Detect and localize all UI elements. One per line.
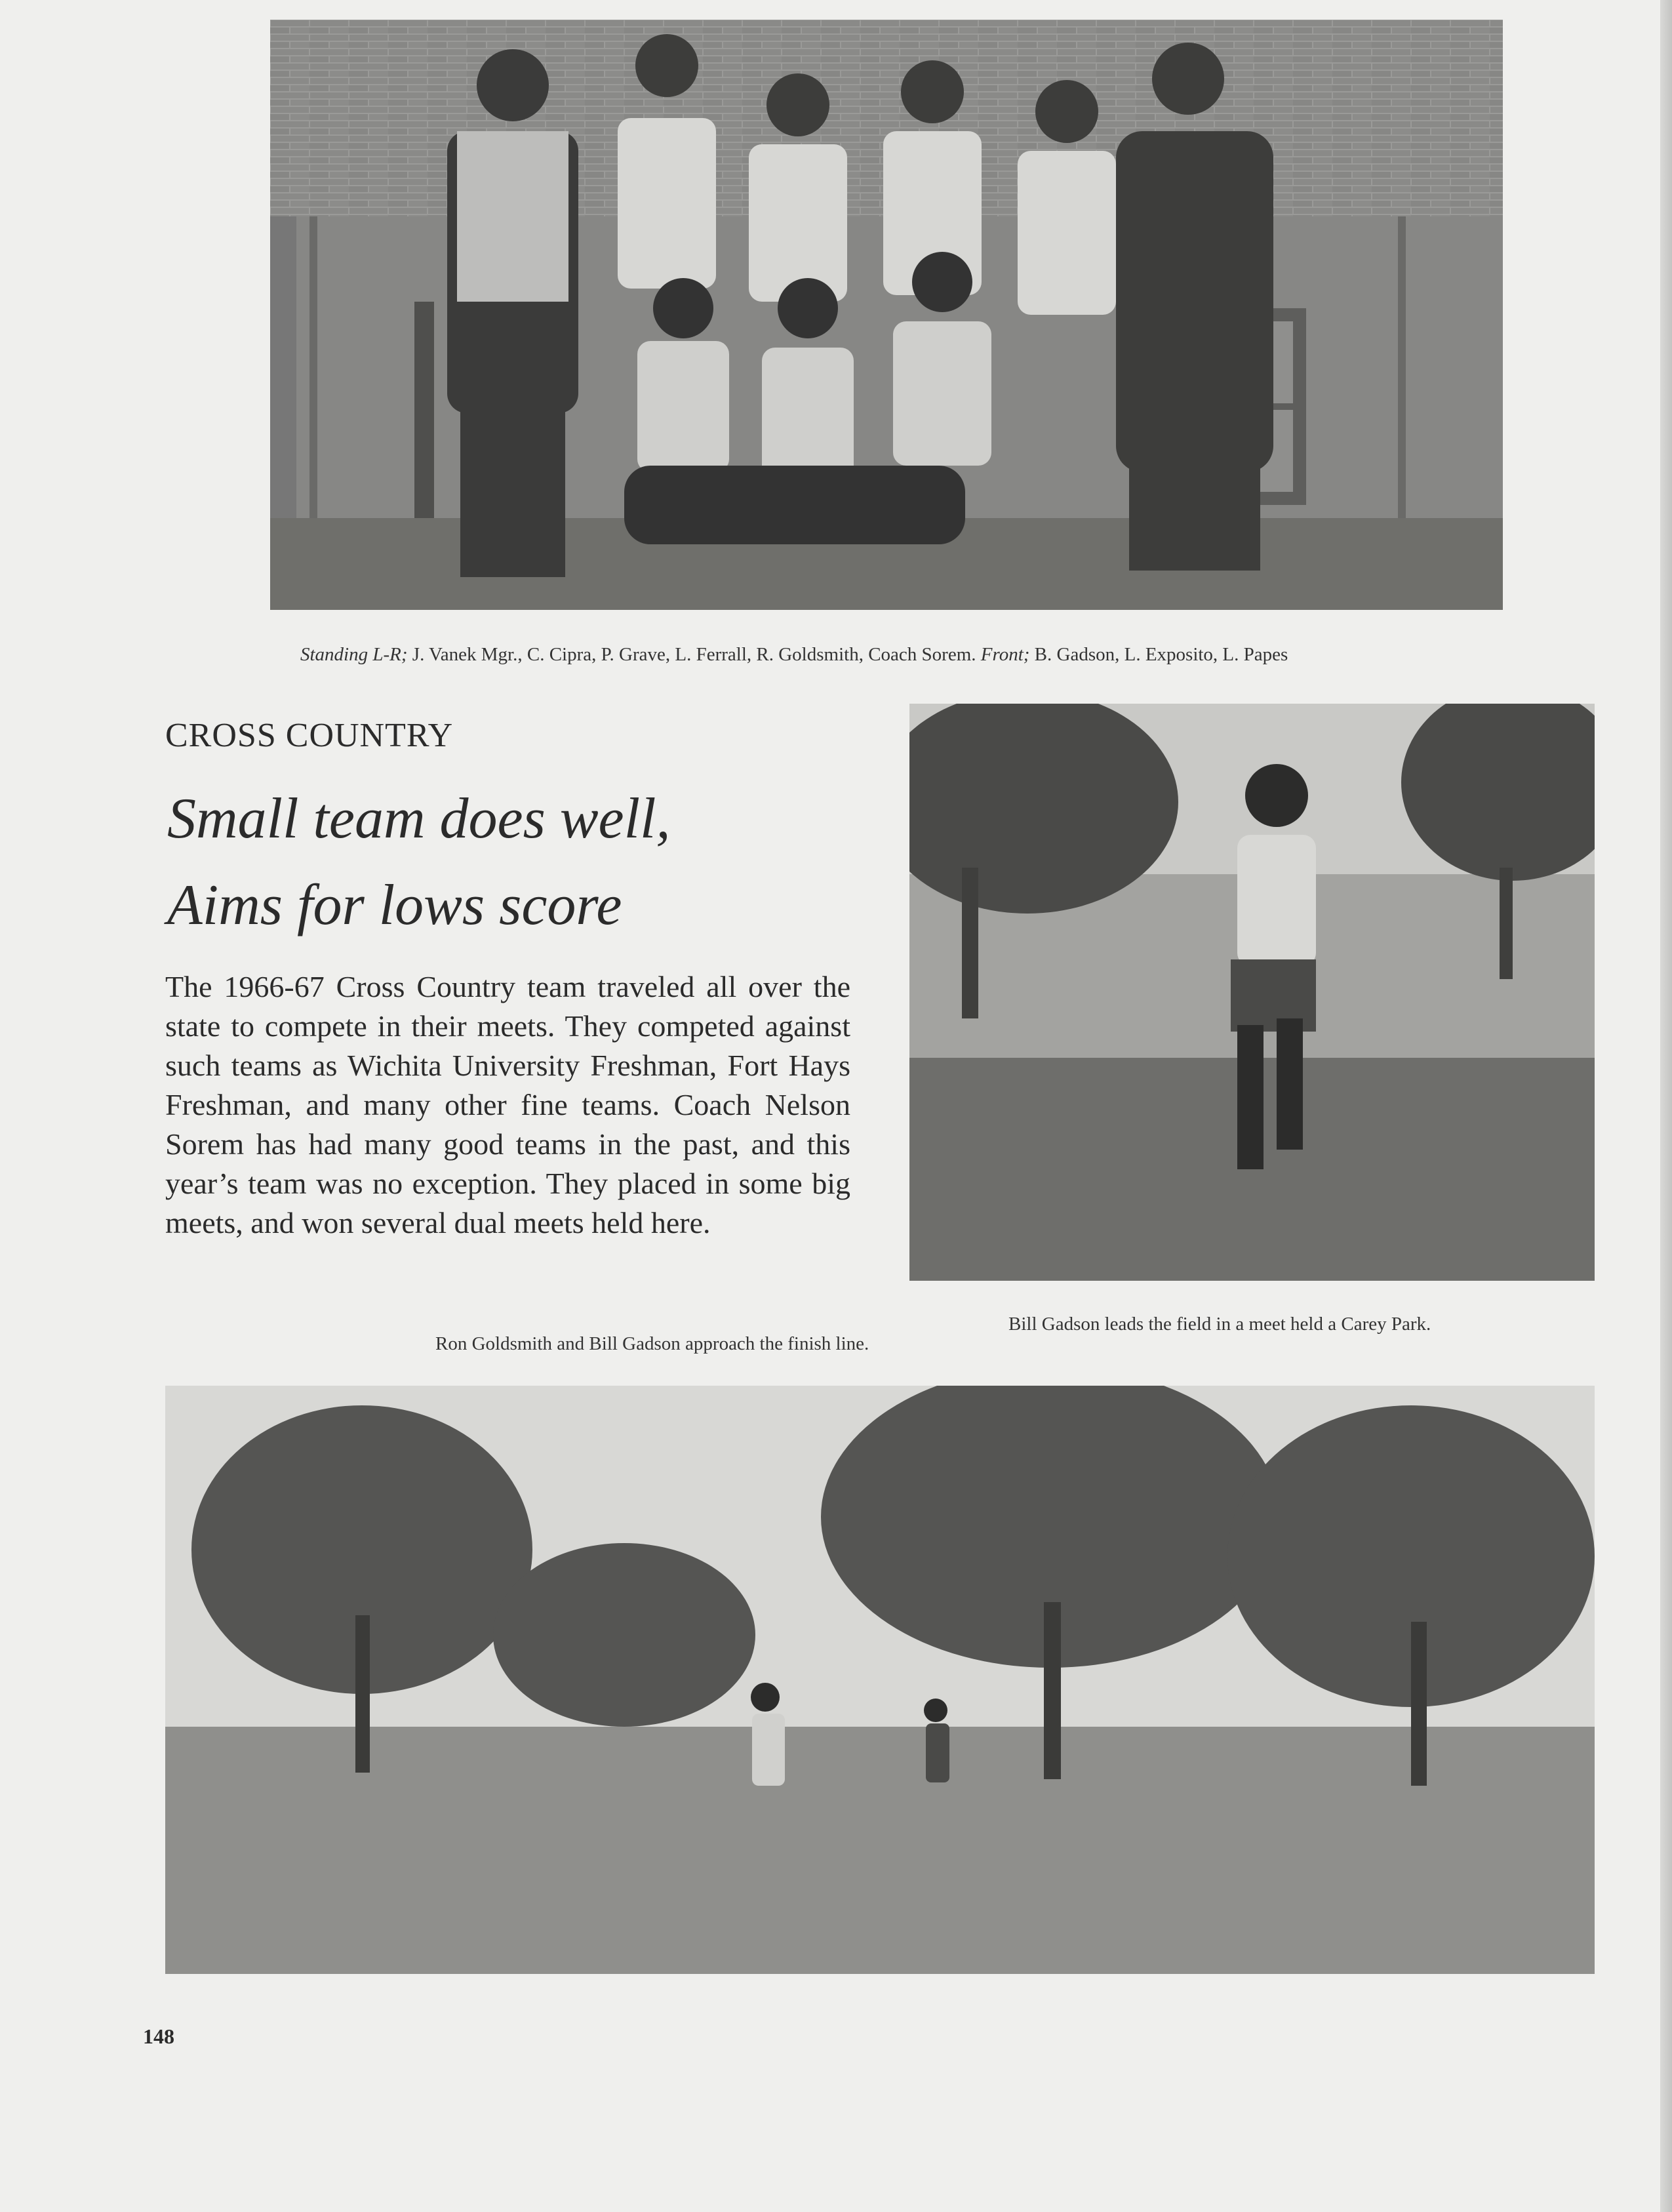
caption-front-names: B. Gadson, L. Exposito, L. Papes xyxy=(1029,644,1288,665)
team-photo xyxy=(270,20,1503,610)
caption-front-label: Front; xyxy=(980,644,1030,665)
page-edge-shadow xyxy=(1660,0,1672,2212)
article-body: The 1966-67 Cross Country team traveled all over the state to compete in their meets. They competed against such teams as Wichita University Freshman, Fort Hays Freshman, and many other fine teams. Coach Nelson Sorem has had many good teams in the past, and this year’s team was no exception. They placed in some big meets, and won several dual meets held here. xyxy=(165,970,850,1239)
field-photo xyxy=(165,1386,1595,1974)
page-number: 148 xyxy=(143,2024,174,2048)
section-label: CROSS COUNTRY xyxy=(165,717,454,754)
team-photo-caption xyxy=(300,644,1288,666)
caption-standing-label: Standing L-R; xyxy=(300,644,408,665)
runner-photo xyxy=(909,704,1595,1281)
field-photo-caption: Ron Goldsmith and Bill Gadson approach the finish line. xyxy=(435,1333,869,1354)
caption-standing-names: J. Vanek Mgr., C. Cipra, P. Grave, L. Ferrall, R. Goldsmith, Coach Sorem. xyxy=(407,644,981,665)
headline-line-2: Aims for lows score xyxy=(167,874,622,937)
headline-line-1: Small team does well, xyxy=(167,787,671,851)
runner-photo-caption: Bill Gadson leads the field in a meet held a Carey Park. xyxy=(1008,1314,1431,1335)
